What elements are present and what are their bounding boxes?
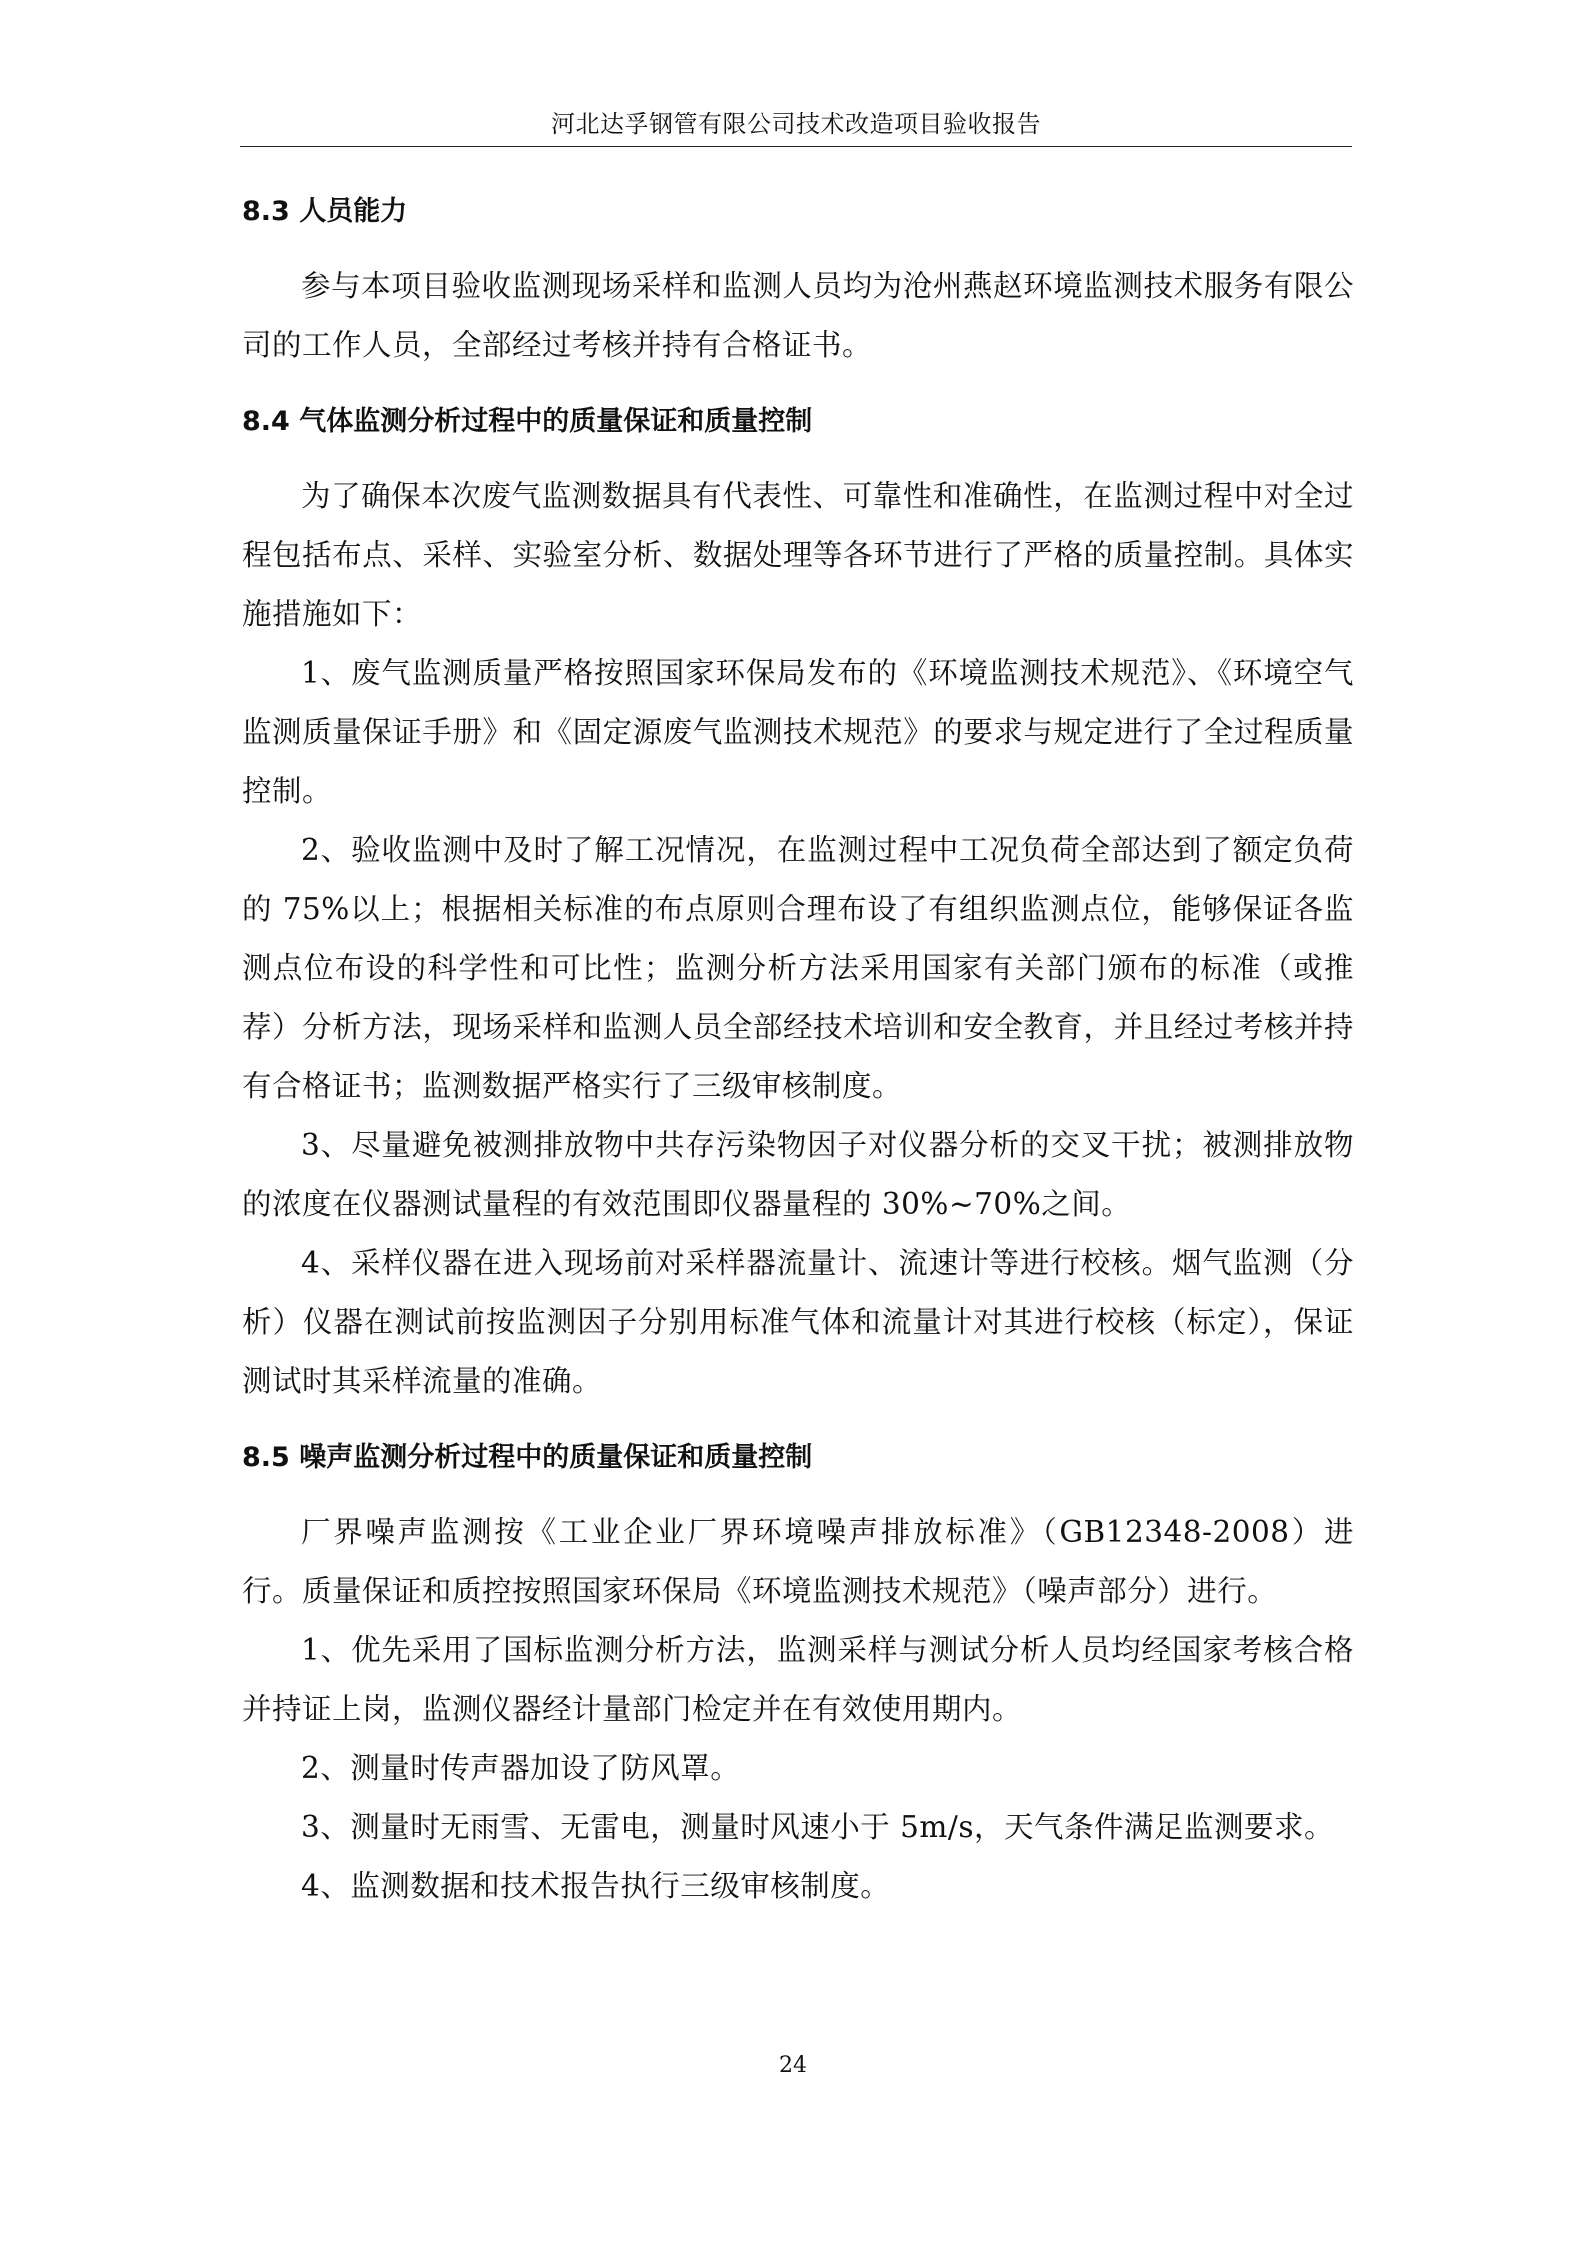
header-rule (240, 146, 1352, 147)
paragraph: 4、监测数据和技术报告执行三级审核制度。 (301, 1869, 891, 1903)
section-8-4 (242, 397, 1354, 1411)
paragraph: 4、采样仪器在进入现场前对采样器流量计、流速计等进行校核。烟气监测（分析）仪器在测试前按监测因子分别用标准气体和流量计对其进行校核（标定），保证测试时其采样流量的准确。 (242, 1246, 1354, 1398)
paragraph: 2、验收监测中及时了解工况情况，在监测过程中工况负荷全部达到了额定负荷的 75%以上；根据相关标准的布点原则合理布设了有组织监测点位，能够保证各监测点位布设的科学性和可比性；监测分析方法采用国家有关部门颁布的标准（或推荐）分析方法，现场采样和监测人员全部经技术培训和安全教育，并且经过考核并持有合格证书；监测数据严格实行了三级审核制度。 (242, 833, 1354, 1103)
section-8-5 (242, 1433, 1354, 1916)
section-8-3 (242, 187, 1354, 375)
paragraph: 3、测量时无雨雪、无雷电，测量时风速小于 5m/s，天气条件满足监测要求。 (301, 1810, 1334, 1844)
paragraph: 3、尽量避免被测排放物中共存污染物因子对仪器分析的交叉干扰；被测排放物的浓度在仪器测试量程的有效范围即仪器量程的 30%~70%之间。 (242, 1128, 1354, 1221)
document-body (242, 187, 1354, 1916)
running-header: 河北达孚钢管有限公司技术改造项目验收报告 (551, 110, 1041, 138)
paragraph: 1、废气监测质量严格按照国家环保局发布的《环境监测技术规范》、《环境空气监测质量保证手册》和《固定源废气监测技术规范》的要求与规定进行了全过程质量控制。 (242, 656, 1354, 808)
paragraph: 2、测量时传声器加设了防风罩。 (301, 1751, 741, 1785)
paragraph: 为了确保本次废气监测数据具有代表性、可靠性和准确性，在监测过程中对全过程包括布点、采样、实验室分析、数据处理等各环节进行了严格的质量控制。具体实施措施如下： (242, 479, 1354, 631)
paragraph: 参与本项目验收监测现场采样和监测人员均为沧州燕赵环境监测技术服务有限公司的工作人员，全部经过考核并持有合格证书。 (242, 269, 1354, 362)
section-heading: 8.4 气体监测分析过程中的质量保证和质量控制 (242, 406, 813, 437)
paragraph: 1、优先采用了国标监测分析方法，监测采样与测试分析人员均经国家考核合格并持证上岗，监测仪器经计量部门检定并在有效使用期内。 (242, 1633, 1354, 1726)
section-heading: 8.3 人员能力 (242, 196, 408, 227)
page-number: 24 (779, 2053, 807, 2078)
paragraph: 厂界噪声监测按《工业企业厂界环境噪声排放标准》（GB12348-2008）进行。质量保证和质控按照国家环保局《环境监测技术规范》（噪声部分）进行。 (242, 1515, 1354, 1608)
section-heading: 8.5 噪声监测分析过程中的质量保证和质量控制 (242, 1442, 813, 1473)
